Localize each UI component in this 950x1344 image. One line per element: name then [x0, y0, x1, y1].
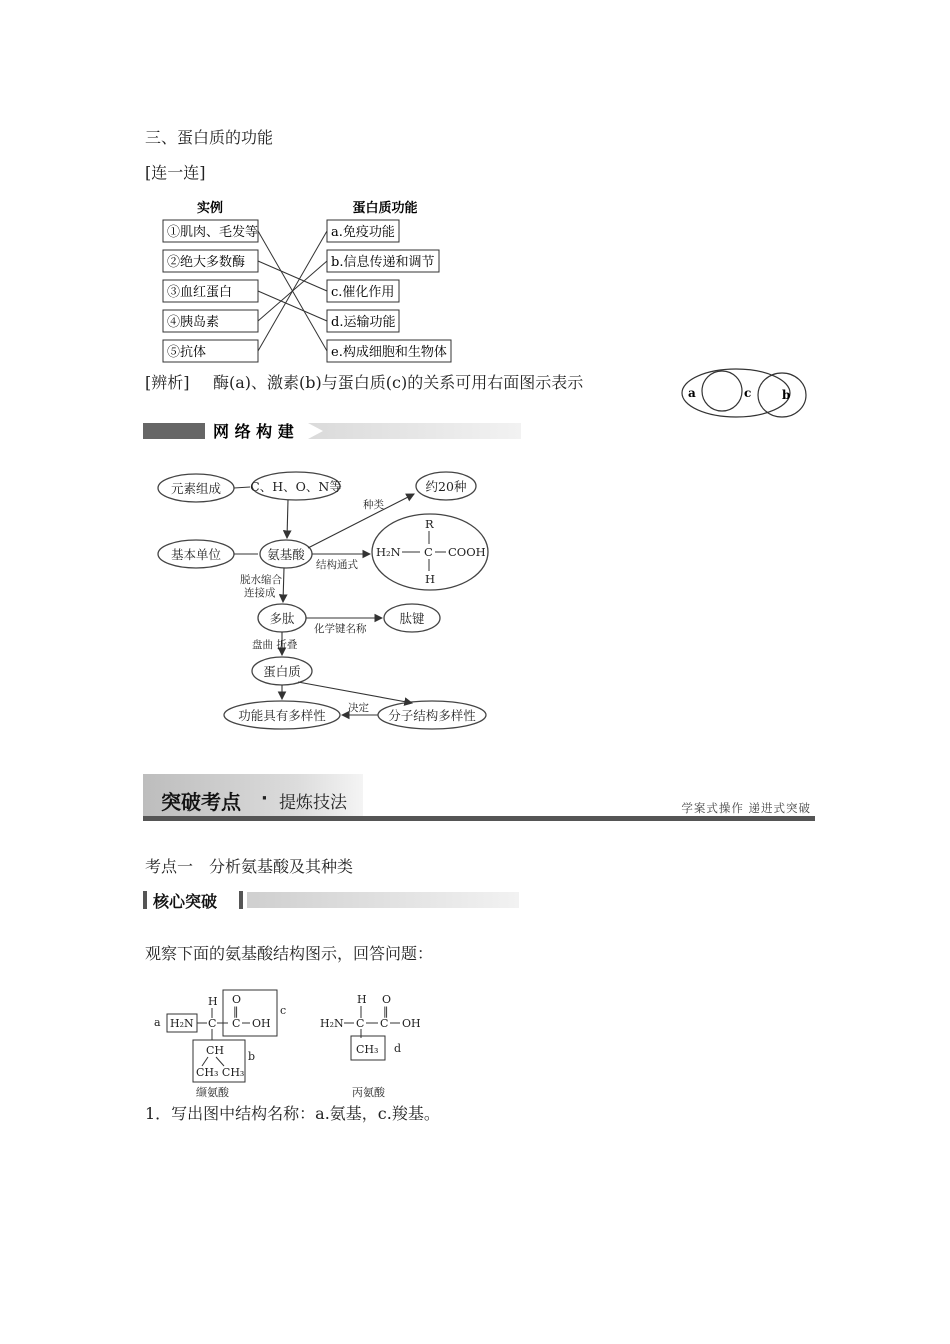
matching-right-header: 蛋白质功能: [352, 201, 418, 216]
svg-text:‖: ‖: [233, 1005, 239, 1018]
breakthrough-right: 学案式操作 递进式突破: [681, 801, 811, 815]
svg-text:连接成: 连接成: [244, 587, 276, 599]
section-heading: 三、蛋白质的功能: [145, 128, 274, 147]
left-item-1: [163, 220, 258, 242]
svg-text:a.免疫功能: a.免疫功能: [331, 225, 395, 240]
svg-text:H: H: [425, 572, 436, 586]
label-b: b: [248, 1050, 256, 1063]
svg-text:肽键: 肽键: [399, 611, 425, 626]
svg-text:基本单位: 基本单位: [170, 547, 222, 562]
svg-text:OH: OH: [252, 1017, 271, 1030]
svg-text:C: C: [380, 1017, 389, 1030]
svg-text:O: O: [382, 993, 392, 1006]
svg-text:CH₃: CH₃: [356, 1043, 379, 1056]
svg-text:盘曲 折叠: 盘曲 折叠: [252, 639, 298, 651]
svg-text:COOH: COOH: [448, 545, 486, 559]
svg-text:R: R: [425, 517, 434, 531]
svg-text:C: C: [424, 545, 433, 559]
venn-c: c: [744, 386, 752, 400]
svg-text:③血红蛋白: ③血红蛋白: [167, 285, 233, 300]
left-item-3: [163, 280, 258, 302]
svg-text:CH₃ CH₃: CH₃ CH₃: [196, 1066, 245, 1079]
valine-name: 缬氨酸: [196, 1086, 229, 1099]
breakthrough-subtitle: 提炼技法: [279, 793, 347, 813]
left-item-2: [163, 250, 258, 272]
bianxi-label: [辨析]: [145, 373, 190, 392]
svg-text:蛋白质: 蛋白质: [263, 664, 301, 679]
svg-text:C、H、O、N等: C、H、O、N等: [250, 479, 342, 494]
network-title-bar: [143, 420, 521, 442]
left-item-5: [163, 340, 258, 362]
bianxi-text: 酶(a)、激素(b)与蛋白质(c)的关系可用右面图示表示: [213, 373, 584, 392]
right-item-b: [327, 250, 439, 272]
svg-text:H₂N: H₂N: [170, 1017, 194, 1030]
svg-text:④胰岛素: ④胰岛素: [167, 315, 220, 330]
svg-text:②绝大多数酶: ②绝大多数酶: [167, 255, 246, 270]
left-item-4: [163, 310, 258, 332]
svg-text:H: H: [357, 993, 367, 1006]
network-title: 网 络 构 建: [213, 422, 294, 441]
right-item-c: [327, 280, 399, 302]
svg-text:结构通式: 结构通式: [316, 559, 358, 571]
matching-diagram: [155, 195, 465, 367]
svg-text:分子结构多样性: 分子结构多样性: [388, 708, 476, 723]
svg-text:C: C: [356, 1017, 365, 1030]
svg-text:c.催化作用: c.催化作用: [331, 285, 395, 300]
core-title-bar: [143, 889, 519, 911]
breakthrough-dot: ·: [261, 788, 268, 809]
svg-text:e.构成细胞和生物体: e.构成细胞和生物体: [331, 345, 447, 360]
svg-text:功能具有多样性: 功能具有多样性: [238, 708, 326, 723]
svg-text:H: H: [208, 995, 218, 1008]
right-item-e: [327, 340, 451, 362]
matching-left-header: 实例: [196, 201, 224, 216]
breakthrough-header: [143, 774, 815, 822]
lianyilian-label: [连一连]: [145, 163, 206, 182]
svg-text:OH: OH: [402, 1017, 421, 1030]
kaodian-heading: 考点一 分析氨基酸及其种类: [145, 857, 354, 876]
right-item-a: [327, 220, 399, 242]
breakthrough-title: 突破考点: [161, 790, 241, 814]
label-d: d: [394, 1042, 402, 1055]
svg-text:C: C: [208, 1017, 217, 1030]
label-a: a: [154, 1016, 161, 1029]
observe-text: 观察下面的氨基酸结构图示，回答问题：: [145, 944, 434, 963]
svg-text:化学键名称: 化学键名称: [314, 623, 367, 635]
network-map: [148, 458, 500, 738]
core-title: 核心突破: [153, 892, 218, 911]
amino-structures: [150, 988, 430, 1100]
svg-text:①肌肉、毛发等: ①肌肉、毛发等: [167, 225, 259, 240]
svg-text:约20种: 约20种: [425, 479, 467, 494]
svg-text:‖: ‖: [383, 1005, 389, 1018]
label-c: c: [280, 1004, 287, 1017]
svg-text:d.运输功能: d.运输功能: [331, 315, 396, 330]
svg-text:氨基酸: 氨基酸: [267, 547, 305, 562]
svg-text:脱水缩合: 脱水缩合: [240, 574, 282, 586]
venn-b: b: [782, 388, 791, 402]
svg-text:种类: 种类: [363, 499, 384, 511]
svg-text:决定: 决定: [348, 702, 369, 714]
svg-text:元素组成: 元素组成: [170, 481, 222, 496]
svg-text:H₂N: H₂N: [376, 545, 401, 559]
svg-text:CH: CH: [206, 1044, 225, 1057]
svg-text:O: O: [232, 993, 242, 1006]
alanine-name: 丙氨酸: [352, 1086, 385, 1099]
matching-lines: [258, 231, 327, 351]
svg-text:多肽: 多肽: [269, 611, 295, 626]
venn-diagram: [678, 366, 810, 422]
venn-a: a: [688, 386, 696, 400]
question-1: 1．写出图中结构名称：a.氨基，c.羧基。: [145, 1104, 440, 1123]
right-item-d: [327, 310, 399, 332]
svg-text:H₂N: H₂N: [320, 1017, 344, 1030]
svg-text:⑤抗体: ⑤抗体: [167, 345, 207, 360]
svg-text:C: C: [232, 1017, 241, 1030]
svg-text:b.信息传递和调节: b.信息传递和调节: [331, 255, 435, 270]
